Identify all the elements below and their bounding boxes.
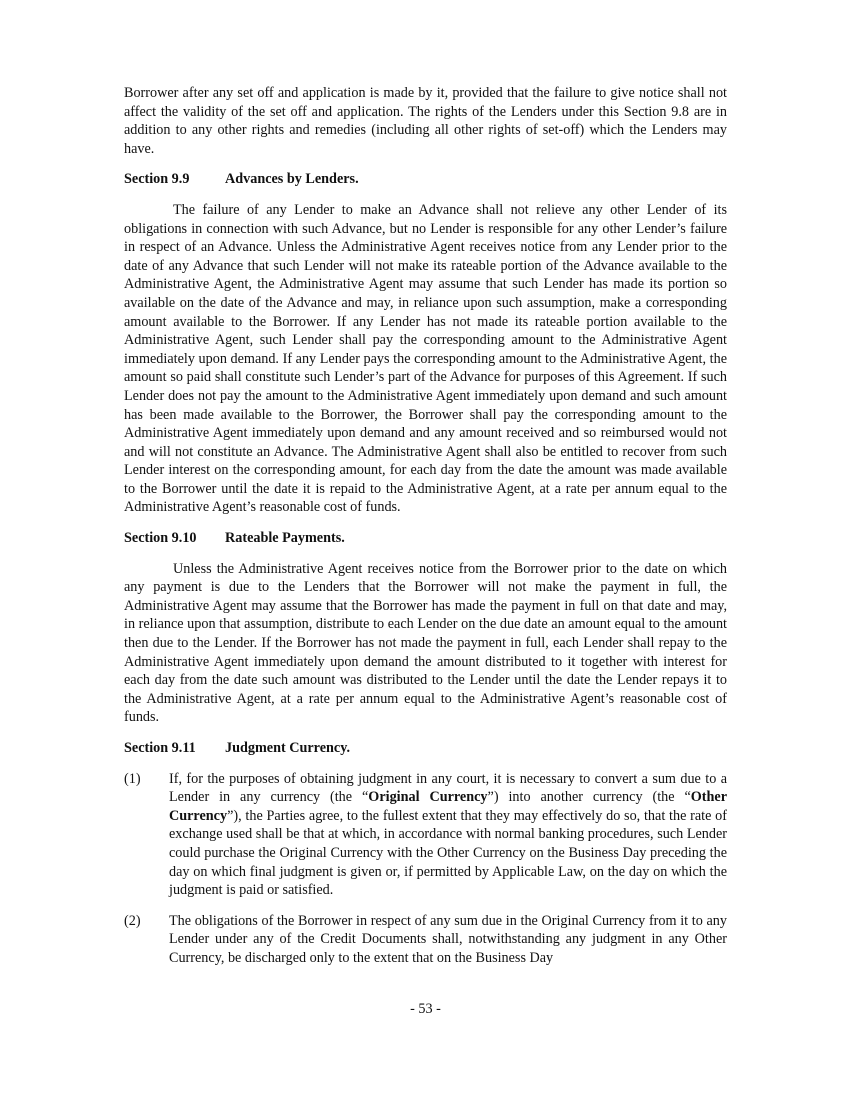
section-heading-9-9 — [124, 170, 727, 189]
section-number: Section 9.10 — [124, 530, 197, 547]
list-item-text: The obligations of the Borrower in respect of any sum due in the Original Currency from it to any Lender under any of the Credit Documents shall, notwithstanding any judgment in any Other Currency, be discharged only to the extent that on the Business Day — [169, 912, 727, 966]
text-run: ”), the Parties agree, to the fullest extent that they may effectively do so, that the rate of exchange used shall be that at which, in accordance with normal banking procedures, such Lender could purchase the Original Currency with the Other Currency on the Business Day preceding the day on which final judgment is given or, if permitted by Applicable Law, on the day on which the judgment is paid or satisfied. — [169, 807, 727, 899]
section-title: Advances by Lenders. — [225, 171, 359, 188]
defined-term: Other Currency — [169, 789, 727, 824]
page-number: - 53 - — [410, 1001, 441, 1017]
list-item-text — [169, 770, 727, 900]
text-run: ”) into another currency (the “ — [487, 789, 691, 806]
list-item-number: (1) — [124, 770, 141, 787]
section-heading-9-11 — [124, 739, 727, 758]
section-9-9-body: The failure of any Lender to make an Advance shall not relieve any other Lender of its obligations in connection with such Advance, but no Lender is responsible for any other Lender’s failure in respect of an Advance. Unless the Administrative Agent receives notice from any Lender prior to the date of any Advance that such Lender will not make its rateable portion of the Advance available to the Administrative Agent, the Administrative Agent may assume that such Lender has made its portion so available on the date of the Advance and may, in reliance upon such assumption, make a corresponding amount available to the Borrower. If any Lender has not made its rateable portion available to the Administrative Agent, such Lender shall pay the corresponding amount to the Administrative Agent immediately upon demand. If any Lender pays the corresponding amount to the Administrative Agent, the amount so paid shall constitute such Lender’s part of the Advance for purposes of this Agreement. If such Lender does not pay the amount to the Administrative Agent immediately upon demand and such amount has been made available to the Borrower, the Borrower shall pay the corresponding amount to the Administrative Agent immediately upon demand and any amount received and so reimbursed would not and will not constitute an Advance. The Administrative Agent shall also be entitled to recover from such Lender interest on the corresponding amount, for each day from the date the amount was made available to the Borrower until the date it is repaid to the Administrative Agent, at a rate per annum equal to the Administrative Agent’s reasonable cost of funds. — [124, 201, 727, 516]
text-run: If, for the purposes of obtaining judgment in any court, it is necessary to convert a sum due to a Lender in any currency (the “ — [169, 770, 727, 806]
list-item-number: (2) — [124, 912, 141, 929]
defined-term: Original Currency — [368, 789, 488, 806]
intro-paragraph: Borrower after any set off and application is made by it, provided that the failure to give notice shall not affect the validity of the set off and application. The rights of the Lenders under this Section 9.8 are in addition to any other rights and remedies (including all other rights of set-off) which the Lenders may have. — [124, 85, 727, 157]
section-number: Section 9.11 — [124, 740, 196, 756]
list-item — [124, 770, 727, 900]
section-title: Judgment Currency. — [225, 740, 351, 756]
section-9-10-body: Unless the Administrative Agent receives notice from the Borrower prior to the date on which any payment is due to the Lenders that the Borrower will not make the payment in full, the Administrative Agent may assume that the Borrower has made the payment in full on that date and may, in reliance upon that assumption, distribute to each Lender on the due date an amount equal to the amount then due to the Lender. If the Borrower has not made the payment in full, each Lender shall repay to the Administrative Agent immediately upon demand the amount distributed to it together with interest for each day from the date such amount was distributed to the Lender until the date the Lender repays it to the Administrative Agent, at a rate per annum equal to the Administrative Agent’s reasonable cost of funds. — [124, 560, 727, 726]
section-number: Section 9.9 — [124, 171, 190, 188]
section-heading-9-10 — [124, 529, 727, 548]
list-item — [124, 912, 727, 968]
section-title: Rateable Payments. — [225, 530, 345, 547]
